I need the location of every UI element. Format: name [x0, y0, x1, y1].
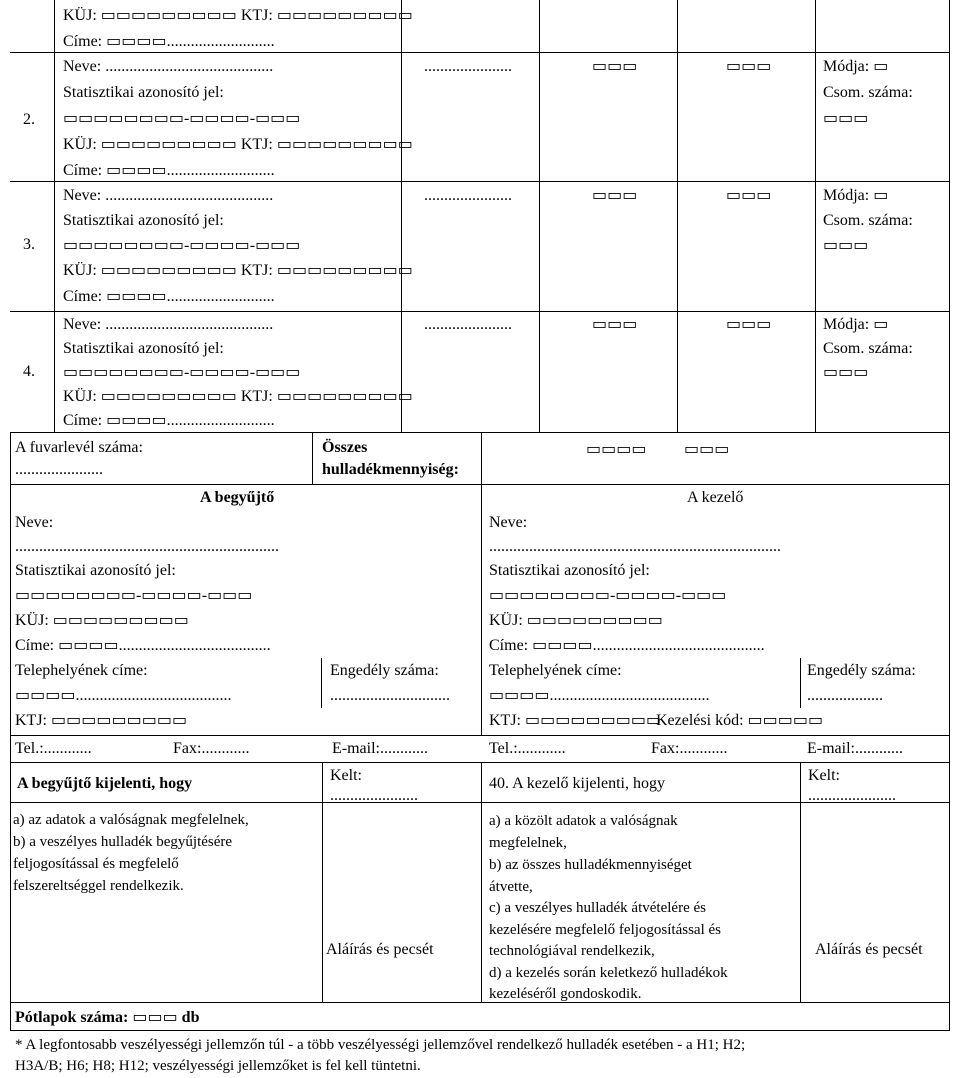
cime-field: Címe: ▭▭▭▭........................... [63, 412, 275, 429]
tel-field: Tel.:............ [489, 740, 566, 757]
tel-field: Tel.:............ [15, 740, 92, 757]
row-number: 3. [23, 236, 35, 253]
grid-line [322, 762, 323, 802]
grid-line [10, 1030, 950, 1031]
telephely-label: Telephelyének címe: [15, 662, 148, 679]
neve-value: .................................................................. [15, 538, 279, 555]
declaration-title: 40. A kezelő kijelenti, hogy [489, 775, 665, 792]
footnote-line: H3A/B; H6; H8; H12; veszélyességi jellemzőket is fel kell tüntetni. [15, 1058, 421, 1074]
stat-code: ▭▭▭▭▭▭▭▭-▭▭▭▭-▭▭▭ [63, 364, 301, 381]
qty-code: ▭▭▭▭ [586, 441, 647, 458]
ktj-field: KTJ: ▭▭▭▭▭▭▭▭▭ [489, 712, 662, 729]
cell-code: ▭▭▭ [726, 187, 772, 204]
grid-line [800, 802, 801, 1002]
section-title: A begyűjtő [200, 489, 275, 506]
grid-line [949, 432, 950, 1030]
declaration-line: kezeléséről gondoskodik. [489, 986, 642, 1002]
email-field: E-mail:............ [332, 740, 428, 757]
cell-code: ▭▭▭ [726, 316, 772, 333]
grid-line [10, 311, 950, 312]
grid-line [10, 484, 950, 485]
neve-label: Neve: [15, 514, 54, 531]
footnote-line: * A legfontosabb veszélyességi jellemzőn túl - a több veszélyességi jellemzővel rendelkező hulladék esetében - a H1; H2; [15, 1037, 746, 1053]
declaration-line: átvette, [489, 879, 533, 895]
neve-field: Neve: .......................................... [63, 187, 274, 204]
kuj-ktj: KÜJ: ▭▭▭▭▭▭▭▭▭ KTJ: ▭▭▭▭▭▭▭▭▭ [63, 136, 413, 153]
neve-field: Neve: .......................................... [63, 316, 274, 333]
cell-code: ▭▭▭ [592, 316, 638, 333]
kelt-value: ...................... [330, 787, 418, 804]
grid-line [815, 0, 816, 432]
grid-line [539, 0, 540, 432]
kelt-value: ...................... [808, 787, 896, 804]
cime-field: Címe: ▭▭▭▭........................... [63, 288, 275, 305]
cell-dots: ...................... [424, 187, 512, 204]
cell-code: ▭▭▭ [592, 187, 638, 204]
grid-line [54, 0, 55, 432]
osszes-label: hulladékmennyiség: [322, 461, 459, 478]
declaration-line: b) az összes hulladékmennyiséget [489, 857, 692, 873]
kelt-label: Kelt: [330, 767, 362, 784]
grid-line [949, 0, 950, 432]
grid-line [312, 432, 313, 484]
cime-field: Címe: ▭▭▭▭........................... [63, 162, 275, 179]
cell-dots: ...................... [424, 316, 512, 333]
telephely-label: Telephelyének címe: [489, 662, 622, 679]
declaration-line: a) az adatok a valóságnak megfelelnek, [13, 812, 249, 828]
kuj-ktj: KÜJ: ▭▭▭▭▭▭▭▭▭ KTJ: ▭▭▭▭▭▭▭▭▭ [63, 7, 413, 24]
declaration-line: kezelésére megfelelő feljogosítással és [489, 922, 721, 938]
telephely-value: ▭▭▭▭....................................... [15, 687, 232, 704]
declaration-line: c) a veszélyes hulladék átvételére és [489, 900, 706, 916]
grid-line [321, 658, 322, 708]
stat-label: Statisztikai azonosító jel: [489, 562, 650, 579]
row-number: 2. [23, 111, 35, 128]
kuj-ktj: KÜJ: ▭▭▭▭▭▭▭▭▭ KTJ: ▭▭▭▭▭▭▭▭▭ [63, 262, 413, 279]
csom-label: Csom. száma: [823, 84, 913, 101]
kezelesi-kod-field: Kezelési kód: ▭▭▭▭▭ [656, 712, 824, 729]
kuj-field: KÜJ: ▭▭▭▭▭▭▭▭▭ [15, 612, 189, 629]
kuj-ktj: KÜJ: ▭▭▭▭▭▭▭▭▭ KTJ: ▭▭▭▭▭▭▭▭▭ [63, 388, 413, 405]
stat-label: Statisztikai azonosító jel: [63, 340, 224, 357]
neve-value: ......................................................................... [489, 538, 781, 555]
fuvarlevel-label: A fuvarlevél száma: [15, 439, 143, 456]
engedely-value: .............................. [330, 687, 450, 704]
grid-line [10, 52, 950, 53]
stat-label: Statisztikai azonosító jel: [15, 562, 176, 579]
stat-code: ▭▭▭▭▭▭▭▭-▭▭▭▭-▭▭▭ [63, 110, 301, 127]
csom-label: Csom. száma: [823, 340, 913, 357]
declaration-line: megfelelnek, [489, 835, 567, 851]
kelt-label: Kelt: [808, 767, 840, 784]
fax-field: Fax:............ [651, 740, 728, 757]
ktj-field: KTJ: ▭▭▭▭▭▭▭▭▭ [15, 712, 188, 729]
grid-line [677, 0, 678, 432]
declaration-line: a) a közölt adatok a valóságnak [489, 813, 678, 829]
qty-code: ▭▭▭ [684, 441, 730, 458]
declaration-line: feljogosítással és megfelelő [13, 856, 179, 872]
signature-label: Aláírás és pecsét [815, 941, 923, 958]
grid-line [10, 432, 950, 433]
declaration-title: A begyűjtő kijelenti, hogy [17, 775, 193, 792]
grid-line [401, 0, 402, 432]
grid-line [10, 181, 950, 182]
modja-field: Módja: ▭ [823, 316, 889, 333]
cell-code: ▭▭▭ [592, 58, 638, 75]
stat-code: ▭▭▭▭▭▭▭▭-▭▭▭▭-▭▭▭ [15, 587, 253, 604]
row-number: 4. [23, 363, 35, 380]
engedely-value: ................... [807, 687, 883, 704]
cell-dots: ...................... [424, 58, 512, 75]
stat-label: Statisztikai azonosító jel: [63, 84, 224, 101]
stat-code: ▭▭▭▭▭▭▭▭-▭▭▭▭-▭▭▭ [489, 587, 727, 604]
cell-code: ▭▭▭ [726, 58, 772, 75]
kuj-field: KÜJ: ▭▭▭▭▭▭▭▭▭ [489, 612, 663, 629]
csom-code: ▭▭▭ [823, 364, 869, 381]
potlapok-field: Pótlapok száma: ▭▭▭ db [15, 1009, 200, 1026]
section-title: A kezelő [687, 489, 744, 506]
stat-label: Statisztikai azonosító jel: [63, 212, 224, 229]
fuvarlevel-value: ...................... [15, 461, 103, 478]
fax-field: Fax:............ [173, 740, 250, 757]
engedely-label: Engedély száma: [807, 662, 916, 679]
grid-line [322, 802, 323, 1002]
csom-code: ▭▭▭ [823, 110, 869, 127]
declaration-line: b) a veszélyes hulladék begyűjtésére [13, 834, 233, 850]
grid-line [10, 1002, 950, 1003]
grid-line [800, 658, 801, 708]
grid-line [10, 432, 11, 1030]
signature-label: Aláírás és pecsét [326, 941, 434, 958]
stat-code: ▭▭▭▭▭▭▭▭-▭▭▭▭-▭▭▭ [63, 237, 301, 254]
grid-line [481, 484, 482, 735]
telephely-value: ▭▭▭▭........................................ [489, 687, 710, 704]
grid-line [10, 762, 950, 763]
grid-line [481, 432, 482, 484]
cime-field: Címe: ▭▭▭▭........................................... [489, 637, 765, 654]
csom-label: Csom. száma: [823, 212, 913, 229]
grid-line [800, 762, 801, 802]
modja-field: Módja: ▭ [823, 58, 889, 75]
neve-label: Neve: [489, 514, 528, 531]
declaration-line: d) a kezelés során keletkező hulladékok [489, 965, 728, 981]
cime-field: Címe: ▭▭▭▭........................... [63, 33, 275, 50]
grid-line [481, 762, 482, 1002]
engedely-label: Engedély száma: [330, 662, 439, 679]
declaration-line: felszereltséggel rendelkezik. [13, 878, 184, 894]
grid-line [10, 735, 950, 736]
osszes-label: Összes [322, 439, 368, 456]
modja-field: Módja: ▭ [823, 187, 889, 204]
declaration-line: technológiával rendelkezik, [489, 943, 655, 959]
email-field: E-mail:............ [807, 740, 903, 757]
csom-code: ▭▭▭ [823, 237, 869, 254]
neve-field: Neve: .......................................... [63, 58, 274, 75]
cime-field: Címe: ▭▭▭▭...................................... [15, 637, 271, 654]
